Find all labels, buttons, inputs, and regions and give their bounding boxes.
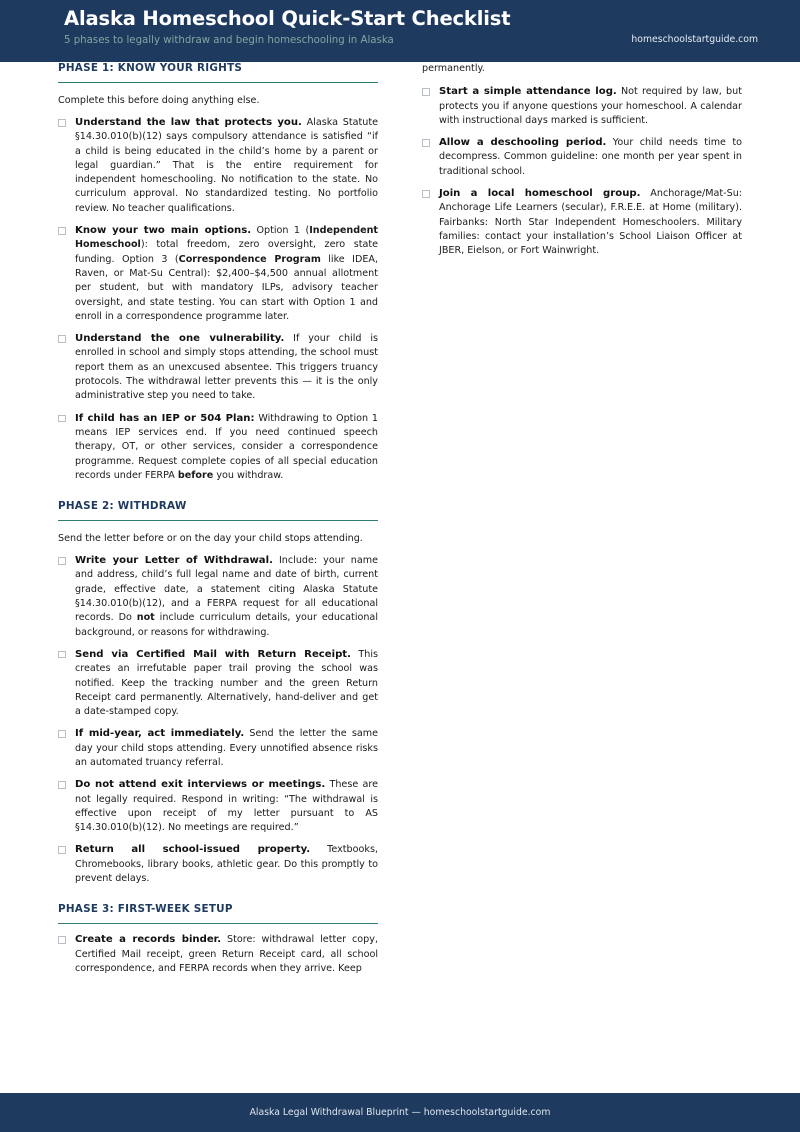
checkbox-icon[interactable] [58,119,66,127]
checklist-item[interactable] [58,778,378,835]
phase-1-intro: Complete this before doing anything else. [58,95,260,106]
checklist-item-body: Your child needs time to decompress. Common guideline: one month per year spent in traditional school. [439,137,742,177]
checkbox-icon[interactable] [422,190,430,198]
header-text-group [64,6,510,48]
checkbox-icon[interactable] [58,227,66,235]
phase-2-divider [58,520,378,521]
checkbox-icon[interactable] [422,139,430,147]
footer-label: Alaska Legal Withdrawal Blueprint — homeschoolstartguide.com [249,1107,551,1118]
checklist-item-body: Include: your name and address, child’s full legal name and date of birth, current grade, effective date, a statement citing Alaska Statute §14.30.010(b)(12), and a FERPA request for all educational records. Do not include curriculum details, your educational background, or reasons for withdrawing. [75,555,378,638]
checklist-item-title: Do not attend exit interviews or meetings. [75,779,326,791]
checkbox-icon[interactable] [58,730,66,738]
checklist-item-title: Join a local homeschool group. [439,188,641,200]
checklist-item-title: Understand the law that protects you. [75,117,302,128]
left-column [58,62,378,976]
checklist-item[interactable] [58,727,378,770]
checklist-item-title: Return all school-issued property. [75,844,311,856]
page-subtitle: 5 phases to legally withdraw and begin homeschooling in Alaska [64,35,394,46]
checklist-item-body: Textbooks, Chromebooks, library books, athletic gear. Do this promptly to prevent delays. [75,844,378,885]
phase-2-heading: PHASE 2: WITHDRAW [58,500,187,513]
checklist-item[interactable] [422,187,742,258]
content-area [0,62,800,1085]
checklist-item[interactable] [422,136,742,179]
checklist-item[interactable] [58,648,378,719]
phase-2-checklist [58,554,378,886]
checklist-item-body: Anchorage/Mat-Su: Anchorage Life Learners (secular), F.R.E.E. at Home (military). Fairbanks: North Star Independent Homeschoolers. Military families: contact your installation’s School Liaison Officer at JBER, Eielson, or Fort Wainwright. [439,188,743,257]
checkbox-icon[interactable] [58,335,66,343]
checklist-item-title: Start a simple attendance log. [439,86,617,98]
phase-3-checklist [58,933,378,976]
phase-1-block [58,62,378,483]
phase-1-divider [58,82,378,83]
checkbox-icon[interactable] [422,88,430,96]
checkbox-icon[interactable] [58,557,66,565]
checklist-item-title: Send via Certified Mail with Return Receipt. [75,648,351,660]
page-footer [0,1093,800,1132]
checklist-item-title: If mid-year, act immediately. [75,728,245,740]
phase-3-divider [58,923,378,924]
checklist-item[interactable] [58,116,378,216]
checklist-item[interactable] [58,554,378,640]
checklist-item-body: Alaska Statute §14.30.010(b)(12) says compulsory attendance is satisfied “if a child is being educated in the child’s home by a parent or legal guardian.” That is the entire requirement for independent homeschooling. No notification to the state. No curriculum approval. No standardized testing. No portfolio review. No teacher qualifications. [75,117,378,214]
continuation-text: permanently. [422,63,485,74]
checkbox-icon[interactable] [58,651,66,659]
checklist-item-body: Option 1 (Independent Homeschool): total freedom, zero oversight, zero state funding. Option 3 (Correspondence Program like IDEA, Raven, or Mat-Su Central): $2,400–$4,500 annual allotment per student, but with mandatory ILPs, advisory teacher oversight, and state testing. You can start with Option 1 and enroll in a correspondence programme later. [75,225,379,322]
checklist-item[interactable] [58,412,378,483]
phase-1-heading: PHASE 1: KNOW YOUR RIGHTS [58,62,243,74]
checklist-item-body: If your child is enrolled in school and simply stops attending, the school must report them as an unexcused absentee. This triggers truancy protocols. The withdrawal letter prevents this — it is the only administrative step you need to take. [75,333,378,402]
checklist-item-body: These are not legally required. Respond in writing: “The withdrawal is effective upon receipt of my letter pursuant to AS §14.30.010(b)(12). No meetings are required.” [75,779,378,834]
page-title: Alaska Homeschool Quick-Start Checklist [64,7,511,30]
checkbox-icon[interactable] [58,936,66,944]
checklist-item[interactable] [422,85,742,128]
checklist-item-body: Withdrawing to Option 1 means IEP services end. If you need continued speech therapy, OT, or other services, consider a correspondence programme. Request complete copies of all special education records under FERPA before you withdraw. [75,412,378,481]
checklist-item-title: If child has an IEP or 504 Plan: [75,412,255,424]
phase-3-heading: PHASE 3: FIRST-WEEK SETUP [58,903,233,916]
phase-2-intro: Send the letter before or on the day your child stops attending. [58,533,363,545]
checklist-item-title: Understand the one vulnerability. [75,333,285,345]
right-column-checklist [422,85,742,258]
page-header [0,0,800,62]
checklist-item-body: Store: withdrawal letter copy, Certified Mail receipt, green Return Receipt card, all school correspondence, and FERPA records when they arrive. Keep [75,934,378,974]
checklist-item[interactable] [58,332,378,403]
header-site-url: homeschoolstartguide.com [631,34,758,45]
checkbox-icon[interactable] [58,846,66,854]
checklist-item-body: Not required by law, but protects you if anyone questions your homeschool. A calendar with instructional days marked is sufficient. [439,86,742,126]
checklist-item-title: Write your Letter of Withdrawal. [75,555,273,567]
checklist-item-title: Know your two main options. [75,225,252,237]
checklist-item[interactable] [58,843,378,886]
checklist-item-title: Create a records binder. [75,934,222,946]
checklist-item-body: Send the letter the same day your child stops attending. Every unnotified absence risks an automated truancy referral. [75,728,378,768]
checklist-item[interactable] [58,933,378,976]
checklist-item[interactable] [58,224,378,324]
checkbox-icon[interactable] [58,781,66,789]
phase-2-block [58,500,378,886]
checkbox-icon[interactable] [58,415,66,423]
checklist-item-title: Allow a deschooling period. [439,137,607,149]
right-column [422,62,742,259]
checklist-item-body: This creates an irrefutable paper trail proving the school was notified. Keep the tracking number and the green Return Receipt card permanently. Alternatively, hand-deliver and get a date-stamped copy. [75,648,379,718]
phase-3-block [58,903,378,976]
phase-1-checklist [58,116,378,483]
